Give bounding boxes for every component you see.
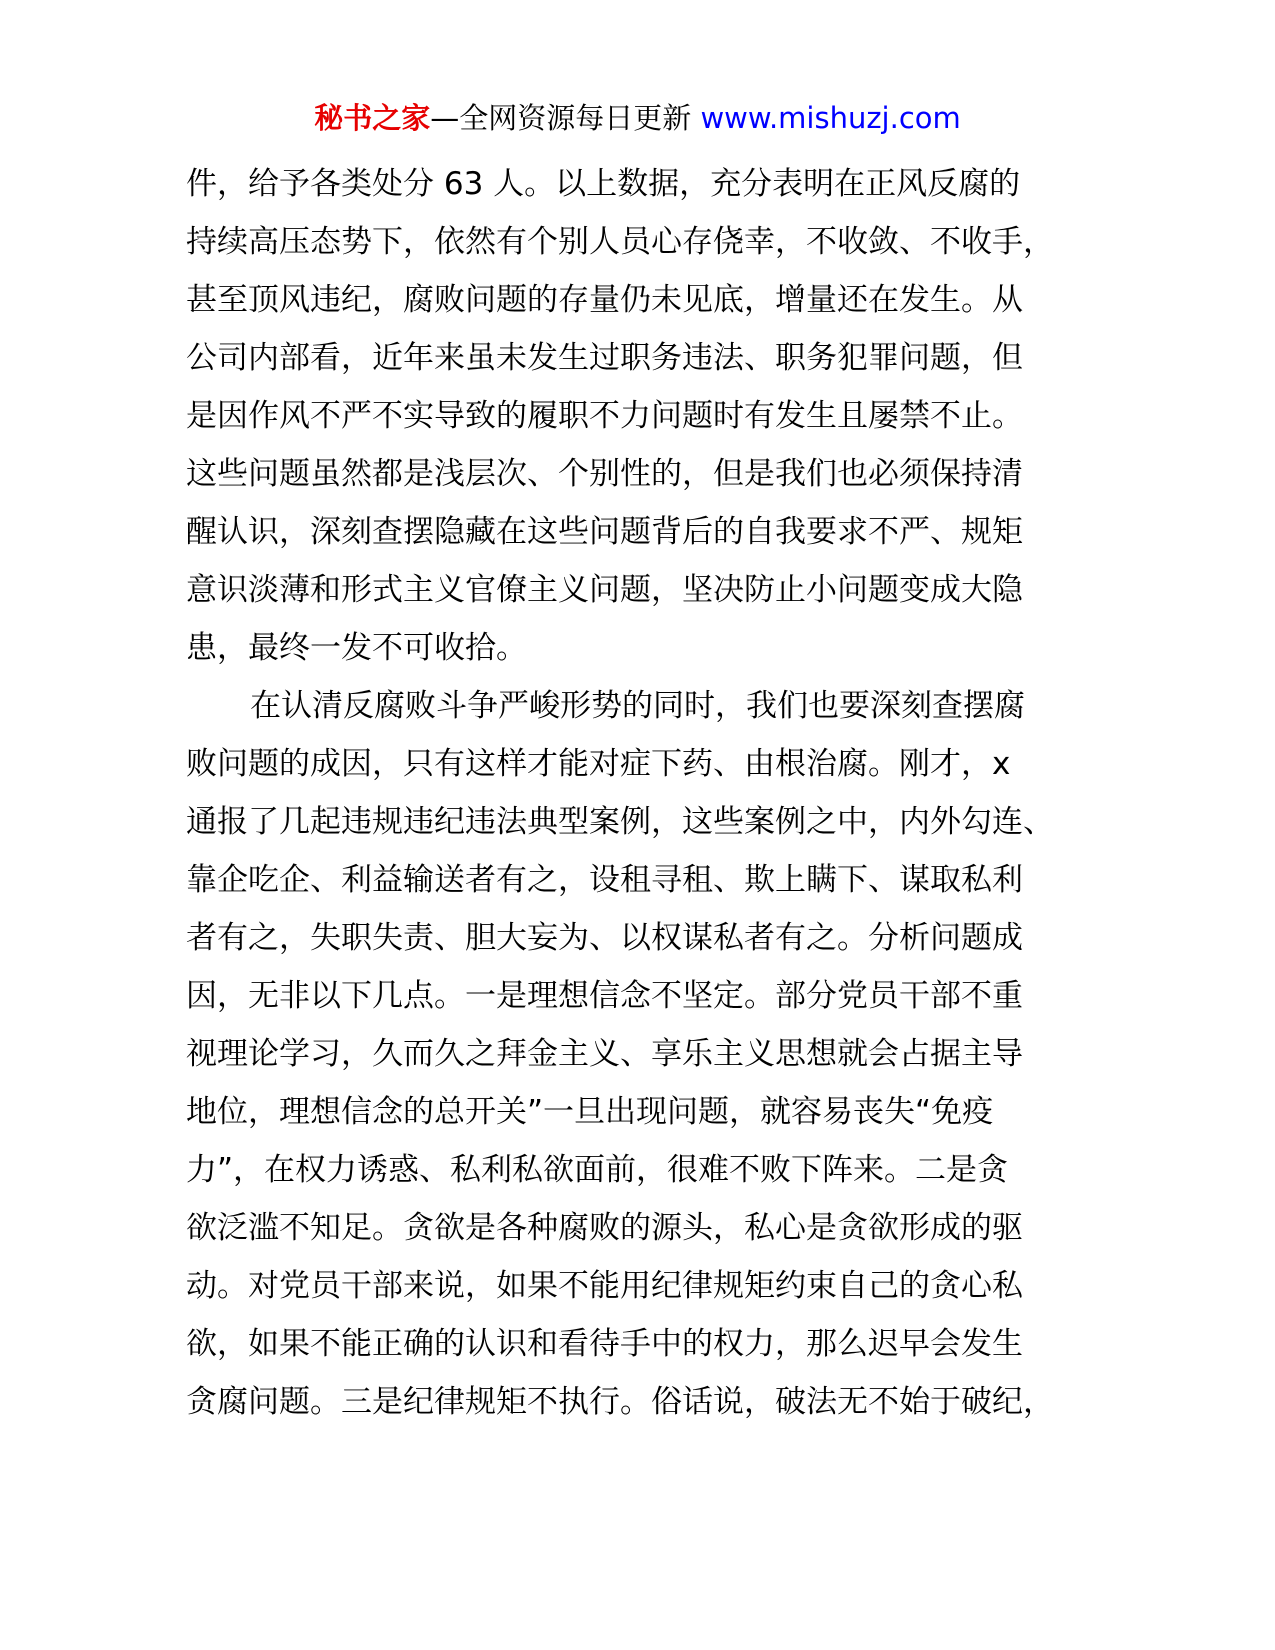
paragraph (186, 677, 1106, 1431)
header-tagline: —全网资源每日更新 (430, 101, 692, 135)
text-line: 意识淡薄和形式主义官僚主义问题，坚决防止小问题变成大隐 (186, 572, 1023, 608)
brand-name: 秘书之家 (314, 101, 431, 135)
text-line: 持续高压态势下，依然有个别人员心存侥幸，不收敛、不收手， (186, 224, 1054, 260)
text-line: 欲泛滥不知足。贪欲是各种腐败的源头，私心是贪欲形成的驱 (186, 1210, 1023, 1246)
text-line: 甚至顶风违纪，腐败问题的存量仍未见底，增量还在发生。从 (186, 282, 1023, 318)
document-body (186, 155, 1106, 1431)
text-line: 公司内部看，近年来虽未发生过职务违法、职务犯罪问题，但 (186, 340, 1023, 376)
paragraph (186, 155, 1106, 677)
text-line: 视理论学习，久而久之拜金主义、享乐主义思想就会占据主导 (186, 1036, 1023, 1072)
text-line: 地位，理想信念的总开关”一旦出现问题，就容易丧失“免疫 (186, 1094, 994, 1130)
text-line: 患，最终一发不可收拾。 (186, 630, 527, 666)
text-line: 靠企吃企、利益输送者有之，设租寻租、欺上瞒下、谋取私利 (186, 862, 1023, 898)
text-line: 醒认识，深刻查摆隐藏在这些问题背后的自我要求不严、规矩 (186, 514, 1023, 550)
text-line: 在认清反腐败斗争严峻形势的同时，我们也要深刻查摆腐 (250, 688, 1025, 724)
text-line: 是因作风不严不实导致的履职不力问题时有发生且屡禁不止。 (186, 398, 1023, 434)
site-url-link[interactable]: www.mishuzj.com (700, 101, 961, 135)
text-line: 败问题的成因，只有这样才能对症下药、由根治腐。刚才，x (186, 746, 1011, 782)
text-line: 贪腐问题。三是纪律规矩不执行。俗话说，破法无不始于破纪， (186, 1384, 1054, 1420)
text-line: 这些问题虽然都是浅层次、个别性的，但是我们也必须保持清 (186, 456, 1023, 492)
text-line: 动。对党员干部来说，如果不能用纪律规矩约束自己的贪心私 (186, 1268, 1023, 1304)
page-header (0, 98, 1275, 138)
text-line: 者有之，失职失责、胆大妄为、以权谋私者有之。分析问题成 (186, 920, 1023, 956)
text-line: 欲，如果不能正确的认识和看待手中的权力，那么迟早会发生 (186, 1326, 1023, 1362)
text-line: 力”，在权力诱惑、私利私欲面前，很难不败下阵来。二是贪 (186, 1152, 1009, 1188)
text-line: 因，无非以下几点。一是理想信念不坚定。部分党员干部不重 (186, 978, 1023, 1014)
text-line: 通报了几起违规违纪违法典型案例，这些案例之中，内外勾连、 (186, 804, 1054, 840)
text-line: 件，给予各类处分 63 人。以上数据，充分表明在正风反腐的 (186, 166, 1021, 202)
